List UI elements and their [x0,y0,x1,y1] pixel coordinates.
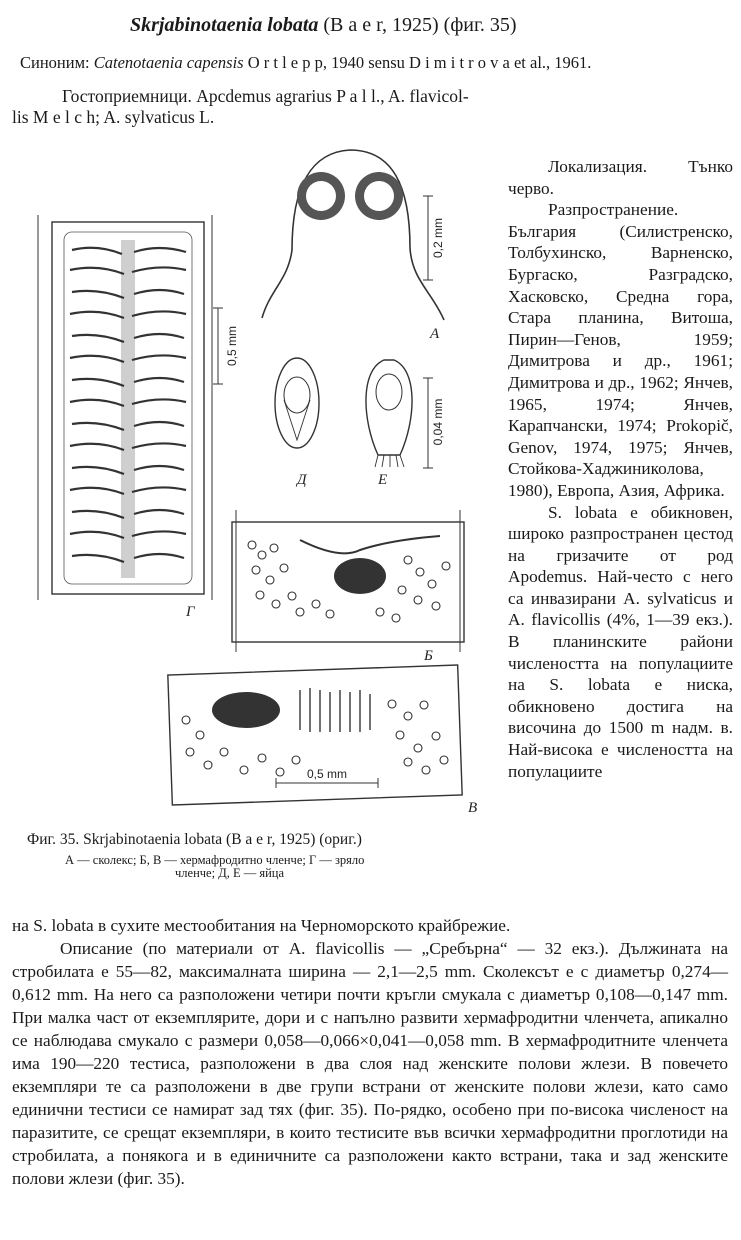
scale-scolex: 0,2 mm [431,217,445,259]
label-G: Г [186,604,195,620]
figure-caption-line-3: членче; Д, Е — яйца [175,866,285,880]
scale-herm: 0,5 mm [306,767,348,781]
eggs-drawing [275,358,445,488]
herm-segment-v-drawing [168,665,477,816]
hosts-line-2: lis M e l c h; A. sylvaticus L. [12,107,215,127]
label-D: Д [297,472,307,488]
description-paragraph: Описание (по материали от A. flavicollis — „Сребърна“ — 32 екз.). Дължината на стробилата е 55—82, максималната ширина — 2,1—2,5 mm. Сколексът е с диаметър 0,274—0,612 mm. На него са разположени четири почти кръгли смукала с диаметър 0,108—0,147 mm. При малка част от екземплярите, дори и с напълно развити хермафродитни членчета, апикално се наблюдава смукало с размери 0,058—0,066×0,041—0,058 mm. В хермафродитните членчета има 190—220 тестиса, разположени в два слоя над женските полови жлези. В повечето екземпляри те са разположени в две групи встрани от женските полови жлези, като само единични тестиси се намират зад тях (фиг. 35). По-рядко, особено при по-висока численост на паразитите, се срещат екземпляри, в които тестисите във всички хермафродитни проглотиди на стробилата, а понякога и в единичните са разположени както встрани, така и зад женските полови жлези (фиг. 35). [12,939,728,1188]
species-name: Skrjabinotaenia lobata [130,14,319,36]
ecology-paragraph: S. lobata е обикновен, широко разпространен цестод на гризачите от род Apodemus. Най-често с него са инвазирани A. sylvaticus и A. flavicollis (4%, 1—39 екз.). В планинските райони числеността на популациите на S. lobata е ниска, обикновено достига на височина до 1500 m надм. в. Най-висока е числеността на популациите [508,502,733,781]
right-column [508,156,733,782]
synonym-citation: O r t l e p p, 1940 sensu D i m i t r o v a et al., 1961. [247,53,592,72]
label-B: Б [424,648,433,664]
mature-segment-drawing [38,215,239,620]
scale-mature: 0,5 mm [225,325,239,367]
species-author: (B a e r, 1925) [323,14,439,36]
herm-segment-b-drawing [232,510,464,664]
figure-caption: Фиг. 35. Skrjabinotaenia lobata (B a e r, 1925) (ориг.) [27,831,362,848]
hosts-line-1: Гостоприемници. Apcdemus agrarius P a l l., A. flavicol- [62,86,469,106]
label-V: В [468,800,478,816]
localization-paragraph: Локализация. Тънко черво. [508,157,733,198]
scale-eggs: 0,04 mm [431,398,445,446]
figure-reference: (фиг. 35) [443,14,517,36]
label-A: А [430,326,440,342]
label-E: Е [378,472,388,488]
continuation-paragraph: на S. lobata в сухите местообитания на Черноморското крайбрежие. [12,916,511,935]
full-width-text [12,914,728,1190]
scolex-drawing [262,150,445,342]
figure-caption-line-2: А — сколекс; Б, В — хермафродитно членче; Г — зряло [65,853,365,867]
synonym-label: Синоним: [20,53,90,72]
distribution-paragraph: Разпространение. България (Силистренско, Толбухинско, Варненско, Бургаско, Разградско, Хасковско, Средна гора, Стара планина, Витоша, Пирин—Генов, 1959; Димитрова и др., 1961; Димитрова и др., 1962; Янчев, 1965, 1974; Янчев, Карапчански, 1974; Prokopič, Genov, 1974, 1975; Янчев, Стойкова-Хаджиниколова, 1980), Европа, Азия, Африка. [508,200,733,500]
synonym-name: Catenotaenia capensis [93,53,244,72]
